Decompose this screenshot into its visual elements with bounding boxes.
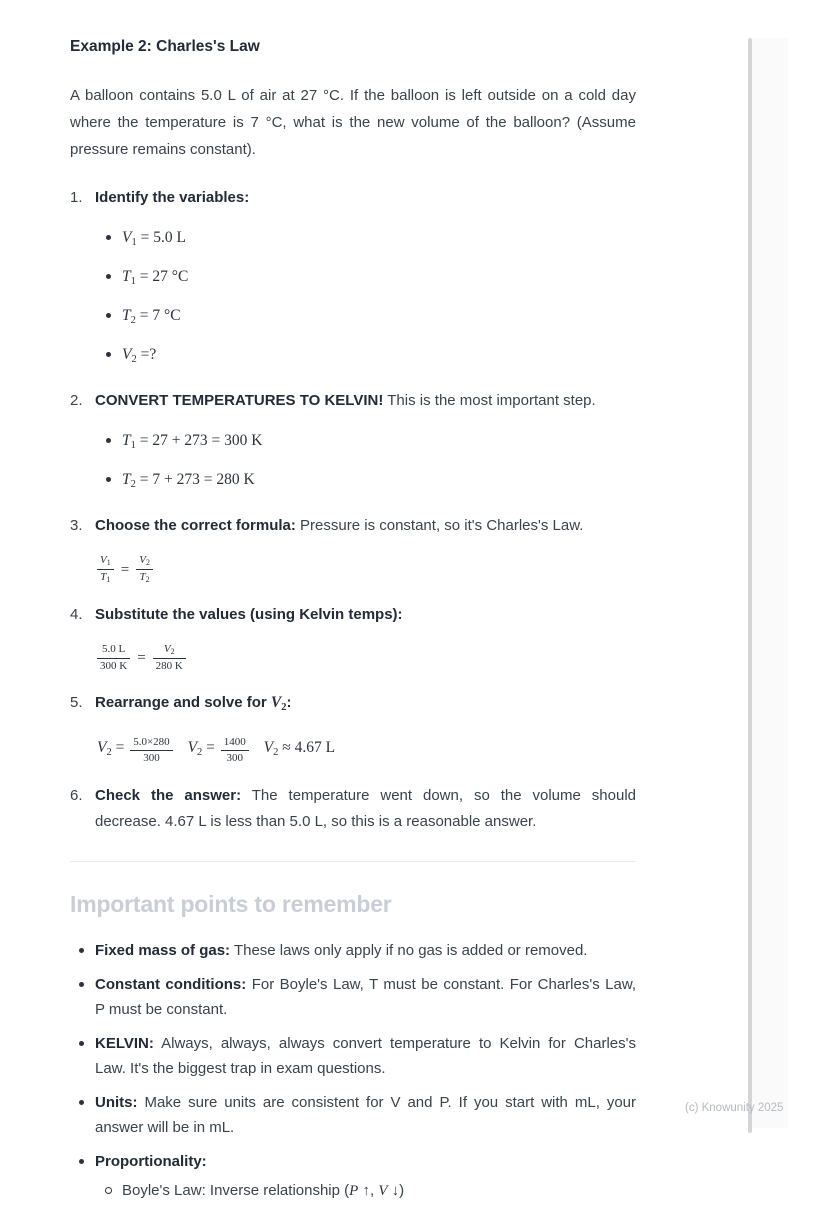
solution-equation (97, 734, 636, 767)
step-text: Pressure is constant, so it's Charles's Law. (300, 517, 584, 534)
step-substitute-values (70, 602, 636, 675)
step-label: Identify the variables: (95, 189, 250, 206)
step-label: Substitute the values (using Kelvin temps): (95, 605, 403, 623)
fraction: $\frac{1400}{300}$ (221, 736, 249, 765)
conversion-item (95, 467, 636, 497)
math-expression: $V_1 = 5.0$ L (122, 229, 186, 248)
section-divider (70, 861, 636, 862)
point-label: Constant conditions: (95, 975, 247, 993)
fraction: $\frac{V_2}{T_2}$ (136, 554, 153, 584)
scrollbar-thumb[interactable] (748, 38, 752, 1133)
down-arrow-icon: ↓ (387, 1182, 400, 1200)
variable-item (95, 342, 636, 372)
solution-steps (70, 185, 636, 835)
equation-part: $V_2$ = $\frac{5.0\times 280}{300}$ (97, 739, 175, 756)
point-text: For Boyle's Law, T must be constant. For Charles's Law, P must be constant. (95, 975, 636, 1019)
charles-law-formula (97, 553, 636, 586)
side-panel-edge (752, 38, 788, 1128)
step-label: CONVERT TEMPERATURES TO KELVIN! (95, 392, 384, 409)
point-text: These laws only apply if no gas is added or removed. (233, 942, 588, 960)
problem-statement: A balloon contains 5.0 L of air at 27 °C. If the balloon is left outside on a cold day where the temperature is 7 °C, what is the new volume of the balloon? (Assume pressure remains constant). (70, 87, 636, 158)
subpoint-boyles-law: Boyle's Law: Inverse relationship (P ↑, V ↓) (95, 1178, 636, 1204)
point-label: KELVIN: (95, 1034, 154, 1052)
equation-part: $V_2$ = $\frac{1400}{300}$ (188, 739, 251, 756)
point-label: Proportionality: (95, 1152, 207, 1170)
point-label: Fixed mass of gas: (95, 942, 231, 960)
variables-list (95, 225, 636, 372)
fraction: $\frac{V_2}{280 K}$ (153, 643, 186, 673)
important-points-heading: Important points to remember (70, 891, 392, 918)
point-units (70, 1090, 636, 1141)
fraction: $\frac{5.0 L}{300 K}$ (97, 643, 130, 672)
step-choose-formula (70, 513, 636, 586)
step-label: Check the answer: (95, 787, 242, 805)
equals-sign: = (120, 561, 130, 578)
point-text: Always, always, always convert temperature to Kelvin for Charles's Law. It's the biggest trap in exam questions. (95, 1034, 636, 1078)
math-p-variable: P (349, 1183, 359, 1200)
proportionality-sublist (95, 1178, 636, 1204)
watermark: (c) Knowunity 2025 (685, 1102, 784, 1114)
equation-result: $V_2 \approx 4.67$ L (263, 739, 336, 759)
point-fixed-mass (70, 938, 636, 964)
step-convert-kelvin (70, 388, 636, 497)
fraction: $\frac{V_1}{T_1}$ (97, 554, 114, 584)
math-expression: $T_1 = 27$ °C (122, 268, 189, 287)
step-rearrange-solve (70, 690, 636, 767)
equals-sign: = (137, 650, 146, 667)
step-number: 2. (70, 392, 83, 409)
point-label: Units: (95, 1093, 138, 1111)
step-text: The temperature went down, so the volume should decrease. 4.67 L is less than 5.0 L, so this is a reasonable answer. (95, 787, 637, 831)
step-number: 4. (70, 605, 83, 623)
step-number: 5. (70, 694, 83, 712)
math-expression: $V_2$ =? (122, 346, 157, 365)
variable-item (95, 264, 636, 294)
math-expression: $T_2 = 7 + 273 = 280$ K (122, 471, 255, 490)
document-content (70, 36, 636, 1212)
variable-item (95, 303, 636, 333)
substituted-formula (97, 642, 636, 675)
point-text: Make sure units are consistent for V and P. If you start with mL, your answer will be in mL. (95, 1093, 636, 1137)
conversion-item (95, 428, 636, 458)
step-identify-variables (70, 185, 636, 372)
point-proportionality (70, 1149, 636, 1205)
variable-item (95, 225, 636, 255)
point-constant-conditions (70, 972, 636, 1023)
step-label: Choose the correct formula: (95, 517, 296, 534)
step-label: Rearrange and solve for $V_2$: (95, 694, 292, 714)
step-check-answer (70, 783, 636, 835)
fraction: $\frac{5.0\times 280}{300}$ (130, 736, 172, 765)
step-number: 6. (70, 787, 83, 805)
math-v-variable: V (378, 1183, 388, 1200)
up-arrow-icon: ↑, (358, 1182, 379, 1200)
step-number: 1. (70, 189, 83, 206)
math-expression: $T_2 = 7$ °C (122, 307, 181, 326)
conversion-list (95, 428, 636, 497)
example-heading: Example 2: Charles's Law (70, 38, 260, 55)
important-points-list (70, 938, 636, 1204)
step-number: 3. (70, 517, 83, 534)
step-text: This is the most important step. (387, 392, 596, 409)
step-body (95, 783, 636, 835)
point-kelvin (70, 1031, 636, 1082)
math-expression: $T_1 = 27 + 273 = 300$ K (122, 432, 263, 451)
